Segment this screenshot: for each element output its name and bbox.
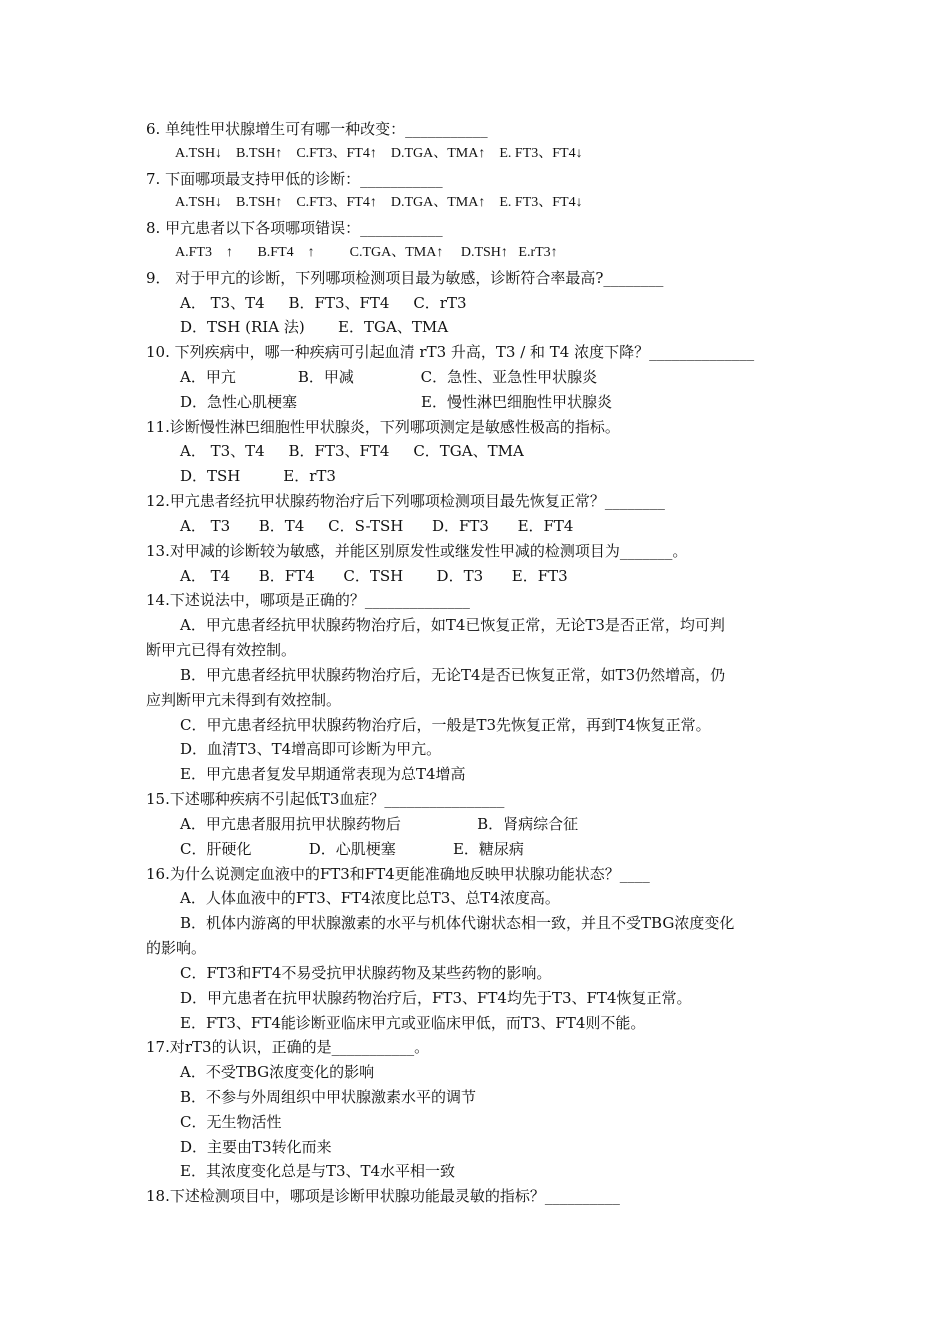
question-17-option-c: C．无生物活性 [180, 1113, 282, 1131]
question-16-option-e: E．FT3、FT4能诊断亚临床甲亢或亚临床甲低，而T3、FT4则不能。 [180, 1014, 646, 1032]
question-11: 11.诊断慢性淋巴细胞性甲状腺炎，下列哪项测定是敏感性极高的指标。 [146, 418, 620, 436]
question-8-options: A.FT3 ↑ B.FT4 ↑ C.TGA、TMA↑ D.TSH↑ E.rT3↑ [175, 245, 558, 260]
question-14-option-b-cont: 应判断甲亢未得到有效控制。 [146, 691, 342, 709]
question-17: 17.对rT3的认识，正确的是___________。 [146, 1038, 430, 1056]
question-6-options: A.TSH↓ B.TSH↑ C.FT3、FT4↑ D.TGA、TMA↑ E. FT3、FT4↓ [175, 146, 583, 161]
question-17-option-d: D．主要由T3转化而来 [180, 1138, 332, 1156]
question-14-option-e: E．甲亢患者复发早期通常表现为总T4增高 [180, 765, 466, 783]
question-14-option-b: B．甲亢患者经抗甲状腺药物治疗后，无论T4是否已恢复正常，如T3仍然增高，仍 [180, 666, 726, 684]
question-16-option-c: C．FT3和FT4不易受抗甲状腺药物及某些药物的影响。 [180, 964, 552, 982]
question-14-option-d: D．血清T3、T4增高即可诊断为甲亢。 [180, 740, 442, 758]
question-18: 18.下述检测项目中，哪项是诊断甲状腺功能最灵敏的指标？__________ [146, 1187, 620, 1205]
question-10: 10. 下列疾病中，哪一种疾病可引起血清 rT3 升高，T3 / 和 T4 浓度下降？______________ [146, 343, 755, 361]
question-16-option-b: B．机体内游离的甲状腺激素的水平与机体代谢状态相一致，并且不受TBG浓度变化 [180, 914, 735, 932]
question-8: 8. 甲亢患者以下各项哪项错误：___________ [146, 219, 443, 237]
question-17-option-a: A．不受TBG浓度变化的影响 [180, 1063, 375, 1081]
question-14-option-c: C．甲亢患者经抗甲状腺药物治疗后，一般是T3先恢复正常，再到T4恢复正常。 [180, 716, 711, 734]
question-14: 14.下述说法中，哪项是正确的？______________ [146, 591, 470, 609]
question-7: 7. 下面哪项最支持甲低的诊断：___________ [146, 170, 443, 188]
question-11-options-row1: A． T3、T4 B．FT3、FT4 C．TGA、TMA [180, 442, 524, 460]
question-11-options-row2: D．TSH E．rT3 [180, 467, 336, 485]
question-10-options-row1: A．甲亢 B．甲减 C．急性、亚急性甲状腺炎 [180, 368, 598, 386]
question-12: 12.甲亢患者经抗甲状腺药物治疗后下列哪项检测项目最先恢复正常？________ [146, 492, 665, 510]
question-16: 16.为什么说测定血液中的FT3和FT4更能准确地反映甲状腺功能状态？____ [146, 865, 650, 883]
question-6: 6. 单纯性甲状腺增生可有哪一种改变：___________ [146, 120, 488, 138]
question-15-options-row1: A．甲亢患者服用抗甲状腺药物后 B．肾病综合征 [180, 815, 579, 833]
question-10-options-row2: D．急性心肌梗塞 E．慢性淋巴细胞性甲状腺炎 [180, 393, 612, 411]
question-9-options-row2: D．TSH (RIA 法) E．TGA、TMA [180, 318, 449, 336]
question-14-option-a: A．甲亢患者经抗甲状腺药物治疗后，如T4已恢复正常，无论T3是否正常，均可判 [180, 616, 725, 634]
question-9: 9． 对于甲亢的诊断，下列哪项检测项目最为敏感，诊断符合率最高?________ [146, 269, 664, 287]
question-15: 15.下述哪种疾病不引起低T3血症？________________ [146, 790, 505, 808]
question-17-option-b: B．不参与外周组织中甲状腺激素水平的调节 [180, 1088, 477, 1106]
question-14-option-a-cont: 断甲亢已得有效控制。 [146, 641, 297, 659]
question-7-options: A.TSH↓ B.TSH↑ C.FT3、FT4↑ D.TGA、TMA↑ E. FT3、FT4↓ [175, 195, 583, 210]
question-13-options: A． T4 B．FT4 C．TSH D．T3 E．FT3 [180, 567, 568, 585]
question-16-option-d: D．甲亢患者在抗甲状腺药物治疗后，FT3、FT4均先于T3、FT4恢复正常。 [180, 989, 692, 1007]
question-13: 13.对甲减的诊断较为敏感，并能区别原发性或继发性甲减的检测项目为_______。 [146, 542, 688, 560]
question-12-options: A． T3 B．T4 C．S-TSH D．FT3 E．FT4 [180, 517, 574, 535]
question-16-option-a: A．人体血液中的FT3、FT4浓度比总T3、总T4浓度高。 [180, 889, 560, 907]
question-15-options-row2: C．肝硬化 D．心肌梗塞 E．糖尿病 [180, 840, 524, 858]
question-17-option-e: E．其浓度变化总是与T3、T4水平相一致 [180, 1162, 456, 1180]
question-9-options-row1: A． T3、T4 B．FT3、FT4 C．rT3 [180, 294, 467, 312]
question-16-option-b-cont: 的影响。 [146, 939, 207, 957]
